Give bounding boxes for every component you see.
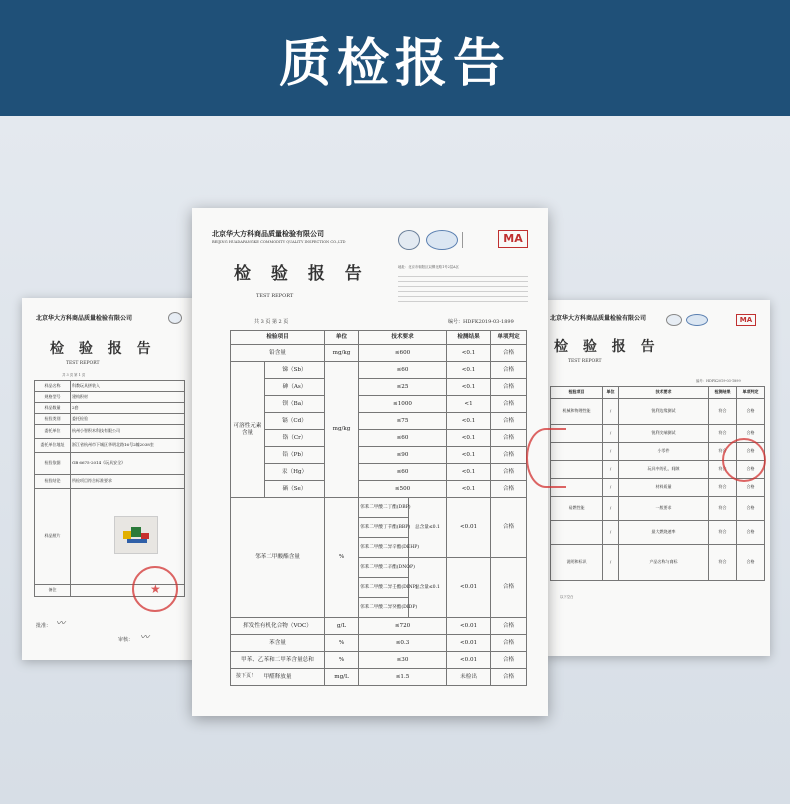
table-cell: 小零件	[619, 443, 709, 461]
table-cell: 邻苯二甲酸丁苄酯(BBP)	[359, 518, 409, 538]
sample-photo	[114, 516, 158, 554]
table-cell: 机械和物理性能	[551, 399, 603, 425]
cma-logo-icon: MA	[498, 230, 528, 248]
table-row	[231, 652, 527, 669]
table-row	[35, 475, 185, 489]
table-cell: 符合	[709, 479, 737, 497]
table-cell: 合格	[737, 479, 765, 497]
report-page-3	[546, 300, 770, 656]
table-cell: 锑（Sb）	[265, 362, 325, 379]
right-report-title-en: TEST REPORT	[568, 359, 602, 364]
red-seal-stamp	[722, 438, 766, 482]
table-cell: 锐利尖端测试	[619, 425, 709, 443]
table-header-cell: 技术要求	[359, 331, 447, 345]
table-cell: 硒（Se）	[265, 481, 325, 498]
table-cell: 检验结论	[35, 475, 71, 489]
table-cell: ≤30	[359, 652, 447, 669]
table-cell: /	[603, 425, 619, 443]
table-header-cell: 检验项目	[551, 387, 603, 399]
red-seal-stamp: ★	[132, 566, 178, 612]
table-cell: 说明和标识	[551, 545, 603, 581]
table-row	[231, 464, 527, 481]
table-cell: ≤500	[359, 481, 447, 498]
table-cell: 检验依据	[35, 453, 71, 475]
table-cell: 甲苯、乙苯和二甲苯含量总和	[231, 652, 325, 669]
table-cell: g/L	[325, 618, 359, 635]
table-group-cell: 邻苯二甲酸酯含量	[231, 498, 325, 618]
table-cell: <0.01	[447, 618, 491, 635]
table-row	[35, 439, 185, 453]
table-cell: <0.1	[447, 362, 491, 379]
table-cell: %	[325, 652, 359, 669]
table-cell: mg/kg	[325, 345, 359, 362]
table-row	[551, 497, 765, 521]
left-page-info: 共 3 页 第 1 页	[62, 373, 86, 377]
table-row	[35, 453, 185, 475]
table-cell: <0.01	[447, 652, 491, 669]
table-cell: 挥发性有机化合物（VOC）	[231, 618, 325, 635]
signature-2: 〰	[140, 633, 150, 643]
table-cell: 合格	[491, 669, 527, 686]
table-cell: 锐利边缘测试	[619, 399, 709, 425]
table-cell: 合格	[491, 345, 527, 362]
banner-title: 质检报告	[278, 33, 511, 94]
signature-1: 〰	[56, 619, 66, 629]
table-header-cell: 检测结果	[447, 331, 491, 345]
table-cell: ≤75	[359, 413, 447, 430]
table-cell: ≤600	[359, 345, 447, 362]
cnas-logo-icon	[168, 312, 182, 324]
left-sign-approve: 批准：	[36, 623, 52, 629]
table-cell: /	[603, 399, 619, 425]
table-row	[551, 545, 765, 581]
table-cell: GB 6675-2014《玩具安全》	[71, 453, 185, 475]
table-cell: ≤60	[359, 362, 447, 379]
table-row	[551, 521, 765, 545]
table-cell: 符合	[709, 443, 737, 461]
table-cell: 合格	[491, 379, 527, 396]
table-cell: 合格	[737, 521, 765, 545]
table-cell: <0.1	[447, 481, 491, 498]
report-page-2	[192, 208, 548, 716]
table-cell: 样品名称	[35, 381, 71, 392]
table-cell: 合格	[737, 461, 765, 479]
table-cell: <0.1	[447, 413, 491, 430]
table-cell: <0.01	[447, 635, 491, 652]
center-report-title-en: TEST REPORT	[256, 293, 294, 299]
table-header-cell: 检验项目	[231, 331, 325, 345]
left-info-table	[34, 380, 185, 597]
right-report-number: 编号：HDFK2019-03-1899	[696, 379, 741, 383]
cnas-logo-icon	[426, 230, 458, 250]
table-cell: 合格	[491, 413, 527, 430]
table-row	[231, 396, 527, 413]
table-cell: <0.1	[447, 464, 491, 481]
right-org-name: 北京华大方科商品质量检验有限公司	[550, 315, 647, 322]
table-header-cell: 单项判定	[737, 387, 765, 399]
table-row	[35, 425, 185, 439]
center-address: 地址：北京市朝阳区双柳北路1号2层A区	[398, 265, 460, 269]
table-row	[231, 447, 527, 464]
center-report-number: 编号：HDFK2019-03-1899	[448, 319, 514, 325]
table-cell: 符合	[709, 461, 737, 479]
table-cell: 钡（Ba）	[265, 396, 325, 413]
table-header-cell: 单位	[325, 331, 359, 345]
center-next-page-note: 接下页！	[236, 673, 257, 679]
table-cell: ≤1000	[359, 396, 447, 413]
table-cell: 玩具中的孔、间隙	[619, 461, 709, 479]
center-results-table	[230, 330, 527, 686]
table-cell: 合格	[737, 399, 765, 425]
table-cell: 一般要求	[619, 497, 709, 521]
table-cell: %	[325, 498, 359, 618]
table-cell: <1	[447, 396, 491, 413]
table-row	[35, 381, 185, 392]
table-cell: 汞（Hg）	[265, 464, 325, 481]
table-row	[35, 392, 185, 403]
right-end-note: 以下空白	[560, 595, 574, 599]
table-cell: 规格型号	[35, 392, 71, 403]
table-cell: 合格	[491, 635, 527, 652]
table-cell: /	[603, 521, 619, 545]
table-cell	[551, 521, 603, 545]
table-cell: <0.1	[447, 430, 491, 447]
table-cell: 材料质量	[619, 479, 709, 497]
table-cell: <0.1	[447, 379, 491, 396]
center-report-title: 检 验 报 告	[234, 264, 369, 284]
seal-logo-icon	[666, 314, 682, 326]
table-cell: %	[325, 635, 359, 652]
table-cell: 未检出	[447, 669, 491, 686]
table-cell: <0.1	[447, 447, 491, 464]
report-page-1	[22, 298, 194, 660]
table-cell: /	[603, 443, 619, 461]
table-cell: 科教玩具拼装入	[71, 381, 185, 392]
table-cell: 合格	[491, 396, 527, 413]
table-cell: ≤60	[359, 464, 447, 481]
table-header-cell: 技术要求	[619, 387, 709, 399]
table-cell: <0.01	[447, 498, 491, 558]
table-cell: 合格	[491, 464, 527, 481]
table-row	[35, 403, 185, 414]
table-cell: 检验类别	[35, 414, 71, 425]
table-cell: 样品照片	[35, 489, 71, 585]
table-cell: 铅（Pb）	[265, 447, 325, 464]
table-header-cell: 单项判定	[491, 331, 527, 345]
table-row	[231, 618, 527, 635]
table-cell: 最大燃烧速率	[619, 521, 709, 545]
left-sign-review: 审核：	[118, 637, 134, 643]
table-cell: ≤0.3	[359, 635, 447, 652]
table-cell: /	[603, 461, 619, 479]
table-cell: 邻苯二甲酸二辛酯(DNOP)	[359, 558, 409, 578]
table-cell: 符合	[709, 399, 737, 425]
red-seal-stamp	[526, 428, 566, 488]
table-cell: ≤90	[359, 447, 447, 464]
table-row	[231, 669, 527, 686]
table-cell: 铅含量	[231, 345, 325, 362]
table-cell: 样品数量	[35, 403, 71, 414]
table-cell: 邻苯二甲酸二异壬酯(DINP)	[359, 578, 409, 598]
table-row	[35, 414, 185, 425]
left-report-title: 检 验 报 告	[50, 341, 156, 357]
table-cell: 合格	[737, 443, 765, 461]
table-cell: /	[603, 479, 619, 497]
table-cell: 合格	[491, 447, 527, 464]
cnas-text-block	[462, 232, 490, 248]
table-cell: /	[603, 497, 619, 521]
table-cell: <0.1	[447, 345, 491, 362]
seal-logo-icon	[398, 230, 420, 250]
table-cell: 合格	[491, 618, 527, 635]
table-cell: 符合	[709, 425, 737, 443]
table-header-row	[551, 387, 765, 399]
table-cell: ≤60	[359, 430, 447, 447]
table-cell: 合格	[491, 481, 527, 498]
table-row	[231, 362, 527, 379]
table-row	[231, 413, 527, 430]
table-cell: 合格	[491, 558, 527, 618]
table-cell: 委托单位	[35, 425, 71, 439]
table-header-cell: 检测结果	[709, 387, 737, 399]
table-cell: 杭州小智积木科技有限公司	[71, 425, 185, 439]
address-lines	[398, 272, 528, 302]
table-row	[231, 481, 527, 498]
table-cell: <0.01	[447, 558, 491, 618]
table-row	[231, 635, 527, 652]
center-org-name: 北京华大方科商品质量检验有限公司	[212, 229, 324, 238]
table-cell: 合格	[491, 652, 527, 669]
center-page-info: 共 3 页 第 2 页	[254, 319, 289, 325]
header-banner	[0, 0, 790, 116]
table-row	[551, 479, 765, 497]
table-cell: 符合	[709, 545, 737, 581]
table-cell: 所检项目符合标准要求	[71, 475, 185, 489]
table-cell: 合格	[737, 425, 765, 443]
right-report-title: 检 验 报 告	[554, 339, 660, 355]
table-cell: 总含量≤0.1	[409, 498, 447, 558]
table-cell: 合格	[491, 430, 527, 447]
table-cell: 苯含量	[231, 635, 325, 652]
table-cell: 甲醛释放量	[231, 669, 325, 686]
table-cell: 邻苯二甲酸二异癸酯(DIDP)	[359, 598, 409, 618]
table-cell: 备注	[35, 585, 71, 597]
table-cell: ≤25	[359, 379, 447, 396]
table-cell: 总含量≤0.1	[409, 558, 447, 618]
left-org-name: 北京华大方科商品质量检验有限公司	[36, 315, 133, 322]
table-cell: 2套	[71, 403, 185, 414]
table-cell: /	[603, 545, 619, 581]
right-results-table	[550, 386, 765, 581]
table-cell: 镉（Cd）	[265, 413, 325, 430]
table-cell: ≤1.5	[359, 669, 447, 686]
table-group-cell: 可溶性元素含量	[231, 362, 265, 498]
table-cell: 邻苯二甲酸二异辛酯(DEHP)	[359, 538, 409, 558]
table-row	[231, 379, 527, 396]
table-cell: 合格	[737, 545, 765, 581]
table-row	[231, 430, 527, 447]
table-cell: 合格	[491, 498, 527, 558]
table-header-cell: 单位	[603, 387, 619, 399]
table-cell: 易燃性能	[551, 497, 603, 521]
cma-logo-icon: MA	[736, 314, 756, 326]
table-row	[551, 399, 765, 425]
table-row	[231, 498, 527, 518]
table-cell: 委托检验	[71, 414, 185, 425]
table-cell: 铬（Cr）	[265, 430, 325, 447]
table-cell: 邻苯二甲酸二丁酯(DBP)	[359, 498, 409, 518]
table-cell: 合格	[491, 362, 527, 379]
table-row	[231, 345, 527, 362]
cnas-logo-icon	[686, 314, 708, 326]
table-cell: 符合	[709, 521, 737, 545]
table-cell: mg/kg	[325, 362, 359, 498]
left-report-title-en: TEST REPORT	[66, 361, 100, 366]
table-cell: 产品名称与商标	[619, 545, 709, 581]
table-cell: 建构积材	[71, 392, 185, 403]
table-header-row	[231, 331, 527, 345]
center-org-name-en: BEIJING HUADAFANGKE COMMODITY QUALITY INSPECTION CO.,LTD	[212, 240, 346, 244]
table-cell: mg/L	[325, 669, 359, 686]
table-cell: ≤720	[359, 618, 447, 635]
table-cell: 合格	[737, 497, 765, 521]
table-cell: 符合	[709, 497, 737, 521]
table-cell: 砷（As）	[265, 379, 325, 396]
table-cell: 委托单位地址	[35, 439, 71, 453]
table-cell: 浙江省杭州市下城区华明北路16号2幢2038室	[71, 439, 185, 453]
